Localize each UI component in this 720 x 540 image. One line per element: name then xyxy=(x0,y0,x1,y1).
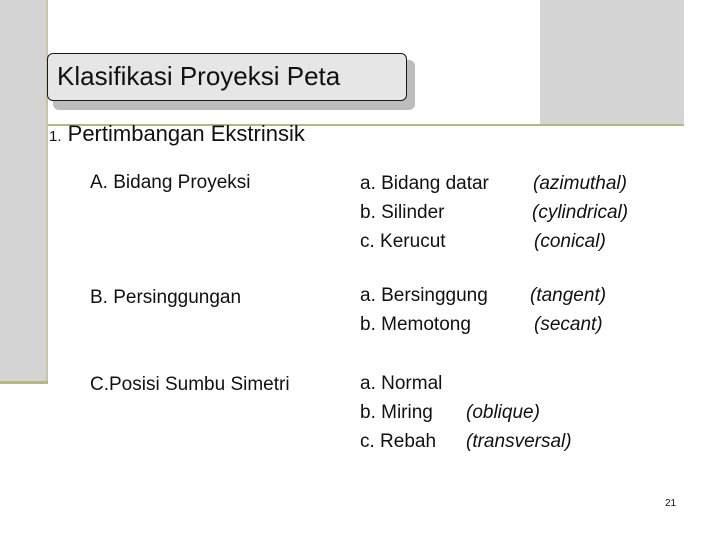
option-b-2-term: (secant) xyxy=(534,314,603,335)
option-c-2-term: (oblique) xyxy=(466,402,540,423)
option-a-1 xyxy=(360,173,489,195)
option-a-1-term: (azimuthal) xyxy=(533,173,627,194)
option-a-2: b. Silinder xyxy=(360,202,445,223)
section-title: Pertimbangan Ekstrinsik xyxy=(67,121,305,146)
option-b-2: b. Memotong xyxy=(360,314,471,335)
row-label-a: A. Bidang Proyeksi xyxy=(90,172,251,193)
slide-title: Klasifikasi Proyeksi Peta xyxy=(57,61,341,91)
left-decor-bar xyxy=(0,0,46,382)
option-c-3: c. Rebah xyxy=(360,431,437,452)
row-label-c: C.Posisi Sumbu Simetri xyxy=(90,374,290,395)
option-b-1: a. Bersinggung xyxy=(360,285,488,306)
option-text: a. Bidang datar xyxy=(360,173,489,194)
top-right-decor-block xyxy=(540,0,684,124)
left-decor-rule xyxy=(0,381,48,384)
option-c-2: b. Miring xyxy=(360,402,433,423)
option-b-1-term: (tangent) xyxy=(530,285,607,306)
option-c-3-term: (transversal) xyxy=(466,431,572,452)
section-heading xyxy=(49,121,305,147)
option-a-2-term: (cylindrical) xyxy=(532,202,629,223)
section-number: 1. xyxy=(49,128,62,145)
option-a-3: c. Kerucut xyxy=(360,231,446,252)
option-a-3-term: (conical) xyxy=(534,231,606,252)
row-label-b: B. Persinggungan xyxy=(90,287,242,308)
option-c-1: a. Normal xyxy=(360,373,443,394)
page-number: 21 xyxy=(665,498,677,509)
